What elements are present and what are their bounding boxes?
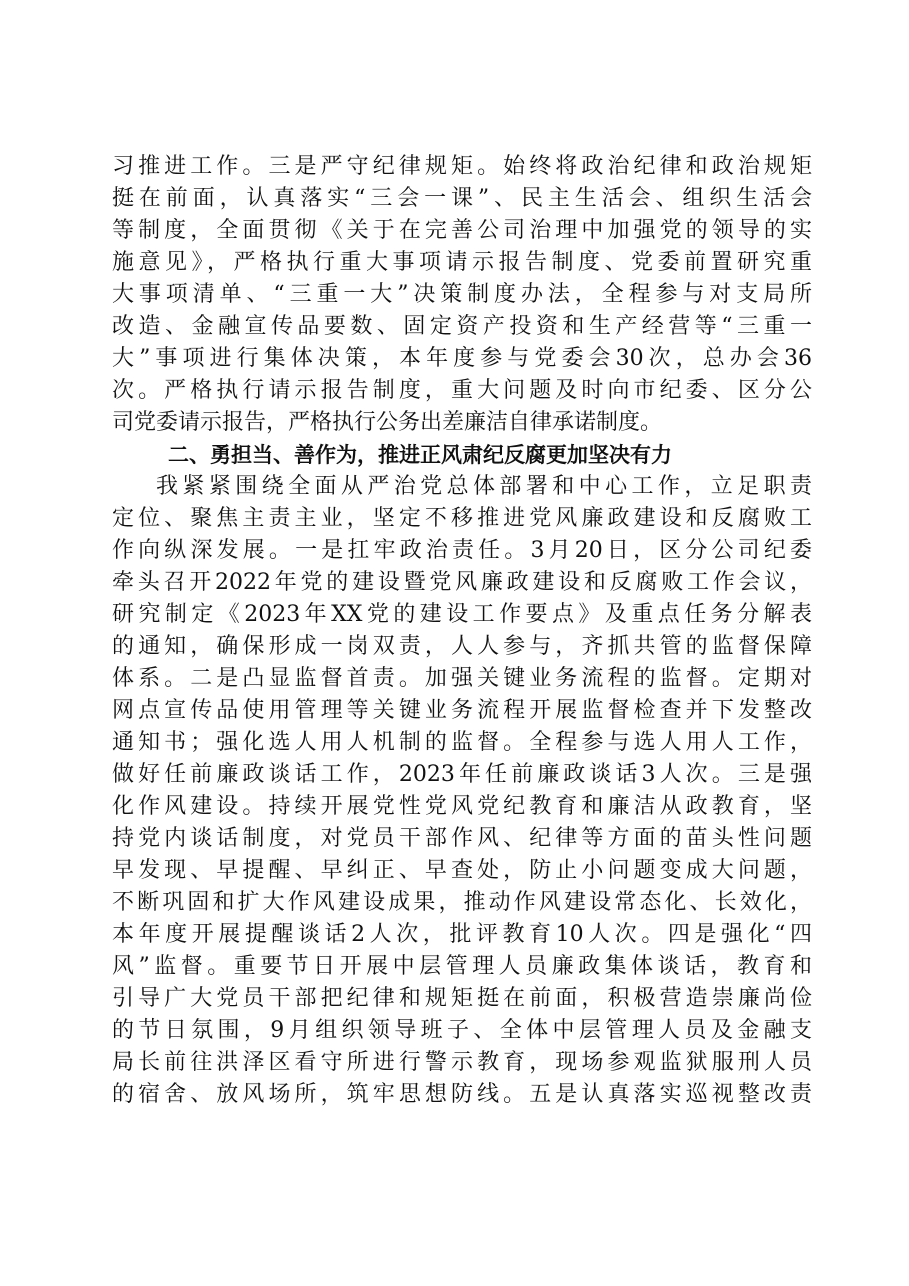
text-line: 的宿舍、放风场所，筑牢思想防线。五是认真落实巡视整改责 <box>112 1082 812 1107</box>
text-line: 牵头召开2022年党的建设暨党风廉政建设和反腐败工作会议， <box>112 570 812 595</box>
text-line: 大”事项进行集体决策，本年度参与党委会30次，总办会36 <box>112 346 812 371</box>
text-line: 大事项清单、“三重一大”决策制度办法，全程参与对支局所 <box>112 282 812 307</box>
text-line: 改造、金融宣传品要数、固定资产投资和生产经营等“三重一 <box>112 314 812 339</box>
heading-line: 二、勇担当、善作为，推进正风肃纪反腐更加坚决有力 <box>168 443 672 467</box>
text-line: 我紧紧围绕全面从严治党总体部署和中心工作，立足职责 <box>156 474 812 499</box>
text-line: 局长前往洪泽区看守所进行警示教育，现场参观监狱服刑人员 <box>112 1050 812 1075</box>
text-line: 等制度，全面贯彻《关于在完善公司治理中加强党的领导的实 <box>112 218 812 243</box>
text-line: 次。严格执行请示报告制度，重大问题及时向市纪委、区分公 <box>112 378 812 403</box>
text-line: 早发现、早提醒、早纠正、早查处，防止小问题变成大问题， <box>112 858 812 883</box>
text-line: 不断巩固和扩大作风建设成果，推动作风建设常态化、长效化， <box>112 890 812 915</box>
text-line: 挺在前面，认真落实“三会一课”、民主生活会、组织生活会 <box>112 186 812 211</box>
text-line: 化作风建设。持续开展党性党风党纪教育和廉洁从政教育，坚 <box>112 794 812 819</box>
text-line: 施意见》，严格执行重大事项请示报告制度、党委前置研究重 <box>112 250 812 275</box>
text-line: 定位、聚焦主责主业，坚定不移推进党风廉政建设和反腐败工 <box>112 506 812 531</box>
text-line: 作向纵深发展。一是扛牢政治责任。3月20日，区分公司纪委 <box>112 538 812 563</box>
text-line: 本年度开展提醒谈话2人次，批评教育10人次。四是强化“四 <box>112 922 812 947</box>
text-line: 持党内谈话制度，对党员干部作风、纪律等方面的苗头性问题 <box>112 826 812 851</box>
text-line: 习推进工作。三是严守纪律规矩。始终将政治纪律和政治规矩 <box>112 154 812 179</box>
text-line: 网点宣传品使用管理等关键业务流程开展监督检查并下发整改 <box>112 698 812 723</box>
text-line: 通知书；强化选人用人机制的监督。全程参与选人用人工作， <box>112 730 812 755</box>
text-line: 司党委请示报告，严格执行公务出差廉洁自律承诺制度。 <box>112 410 663 435</box>
document-body <box>112 151 812 1111</box>
text-line: 引导广大党员干部把纪律和规矩挺在前面，积极营造崇廉尚俭 <box>112 986 812 1011</box>
paragraph <box>112 471 812 1111</box>
text-line: 做好任前廉政谈话工作，2023年任前廉政谈话3人次。三是强 <box>112 762 812 787</box>
text-line: 风”监督。重要节日开展中层管理人员廉政集体谈话，教育和 <box>112 954 812 979</box>
paragraph <box>112 151 812 439</box>
text-line: 研究制定《2023年XX党的建设工作要点》及重点任务分解表 <box>112 602 812 627</box>
text-line: 的节日氛围，9月组织领导班子、全体中层管理人员及金融支 <box>112 1018 812 1043</box>
section-heading <box>112 439 812 471</box>
text-line: 体系。二是凸显监督首责。加强关键业务流程的监督。定期对 <box>112 666 812 691</box>
text-line: 的通知，确保形成一岗双责，人人参与，齐抓共管的监督保障 <box>112 634 812 659</box>
